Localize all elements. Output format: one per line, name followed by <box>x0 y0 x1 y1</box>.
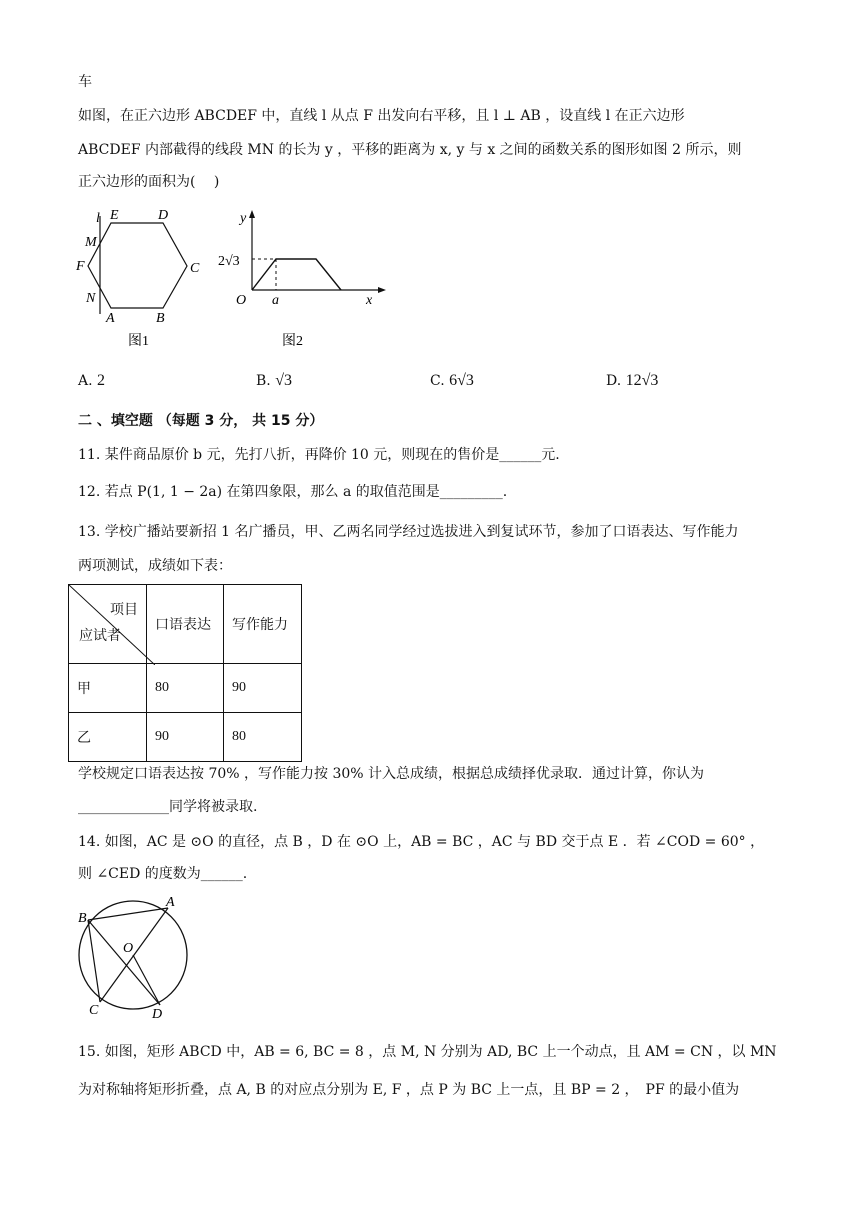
section2-title: 二 、填空题 （每题 3 分， 共 15 分） <box>78 413 324 429</box>
option-a-letter: A. <box>78 373 93 389</box>
option-d-letter: D. <box>606 373 622 389</box>
x-axis-arrow-icon <box>378 287 386 293</box>
fig2-caption: 图2 <box>282 334 303 349</box>
corner-cell <box>69 585 147 664</box>
label-y: y <box>240 211 247 226</box>
row-yi-name: 乙 <box>69 713 147 762</box>
row-yi-writing: 80 <box>224 713 302 762</box>
label-ytick: 2√3 <box>218 254 240 269</box>
header-writing: 写作能力 <box>224 585 302 664</box>
q13-line2: 两项测试，成绩如下表： <box>78 558 232 574</box>
option-c[interactable] <box>430 372 474 390</box>
label-D: D <box>152 1007 163 1020</box>
label-O: O <box>236 293 247 308</box>
row-jia-writing: 90 <box>224 664 302 713</box>
label-F: F <box>76 259 85 274</box>
option-d[interactable] <box>606 372 658 390</box>
q10-figure1-hexagon <box>74 204 214 354</box>
row-yi-oral: 90 <box>147 713 224 762</box>
table-row <box>69 713 302 762</box>
label-B: B <box>78 911 87 926</box>
header-oral: 口语表达 <box>147 585 224 664</box>
q15-line2: 为对称轴将矩形折叠，点 A, B 的对应点分别为 E, F ，点 P 为 BC 上一点，且 BP = 2 ， PF 的最小值为 <box>78 1082 740 1098</box>
q13-line1: 13. 学校广播站要新招 1 名广播员，甲、乙两名同学经过选拔进入到复试环节，参加了口语表达、写作能力 <box>78 524 739 540</box>
q10-figure2-graph <box>214 204 390 354</box>
q14-circle-figure <box>70 890 200 1020</box>
label-C: C <box>190 261 200 276</box>
corner-bottom-label: 应试者 <box>79 628 121 644</box>
option-c-value: 6√3 <box>449 372 474 389</box>
table-header-row <box>69 585 302 664</box>
q11-text: 11. 某件商品原价 b 元，先打八折，再降价 10 元，则现在的售价是______元. <box>78 447 560 463</box>
label-l: l <box>96 211 100 226</box>
option-b-value: √3 <box>275 372 292 389</box>
fig1-caption: 图1 <box>128 334 149 349</box>
label-N: N <box>86 291 96 306</box>
segment-AB <box>88 908 168 920</box>
label-a: a <box>272 293 279 308</box>
option-a[interactable] <box>78 372 105 390</box>
corner-top-label: 项目 <box>110 602 138 618</box>
label-E: E <box>110 208 119 223</box>
q10-line3: 正六边形的面积为( ) <box>78 174 220 190</box>
q15-line1: 15. 如图，矩形 ABCD 中，AB = 6, BC = 8 ，点 M, N 分别为 AD, BC 上一个动点，且 AM = CN ，以 MN <box>78 1044 777 1060</box>
segment-AC <box>100 908 168 1002</box>
label-C: C <box>89 1003 99 1018</box>
label-A: A <box>166 895 175 910</box>
q12-text: 12. 若点 P(1, 1 − 2a) 在第四象限，那么 a 的取值范围是_________. <box>78 484 508 500</box>
option-c-letter: C. <box>430 373 445 389</box>
label-D: D <box>158 208 169 223</box>
q10-line2: ABCDEF 内部截得的线段 MN 的长为 y ，平移的距离为 x, y 与 x 之间的函数关系的图形如图 2 所示，则 <box>78 142 742 158</box>
carry-over-text: 车 <box>78 74 92 90</box>
label-A: A <box>106 311 115 326</box>
label-x: x <box>366 293 373 308</box>
q13-line3: 学校规定口语表达按 70% ，写作能力按 30% 计入总成绩，根据总成绩择优录取．通过计算，你认为 <box>78 766 705 782</box>
option-b-letter: B. <box>256 373 271 389</box>
score-table <box>68 584 302 762</box>
hexagon-shape <box>88 223 187 308</box>
q14-line1: 14. 如图，AC 是 ⊙O 的直径，点 B ，D 在 ⊙O 上，AB = BC ，AC 与 BD 交于点 E ．若 ∠COD = 60° ， <box>78 834 765 850</box>
segment-OD <box>133 955 160 1005</box>
table-row <box>69 664 302 713</box>
q13-line4: _____________同学将被录取. <box>78 799 258 815</box>
label-B: B <box>156 311 165 326</box>
label-M: M <box>85 235 97 250</box>
label-O: O <box>123 941 134 956</box>
option-a-value: 2 <box>97 372 106 389</box>
row-jia-name: 甲 <box>69 664 147 713</box>
option-b[interactable] <box>256 372 292 390</box>
y-axis-arrow-icon <box>249 210 255 218</box>
option-d-value: 12√3 <box>625 372 659 389</box>
row-jia-oral: 80 <box>147 664 224 713</box>
q10-line1: 如图，在正六边形 ABCDEF 中，直线 l 从点 F 出发向右平移，且 l ⊥ AB ，设直线 l 在正六边形 <box>78 108 685 124</box>
q14-line2: 则 ∠CED 的度数为______. <box>78 866 248 882</box>
graph-polyline <box>252 259 341 290</box>
